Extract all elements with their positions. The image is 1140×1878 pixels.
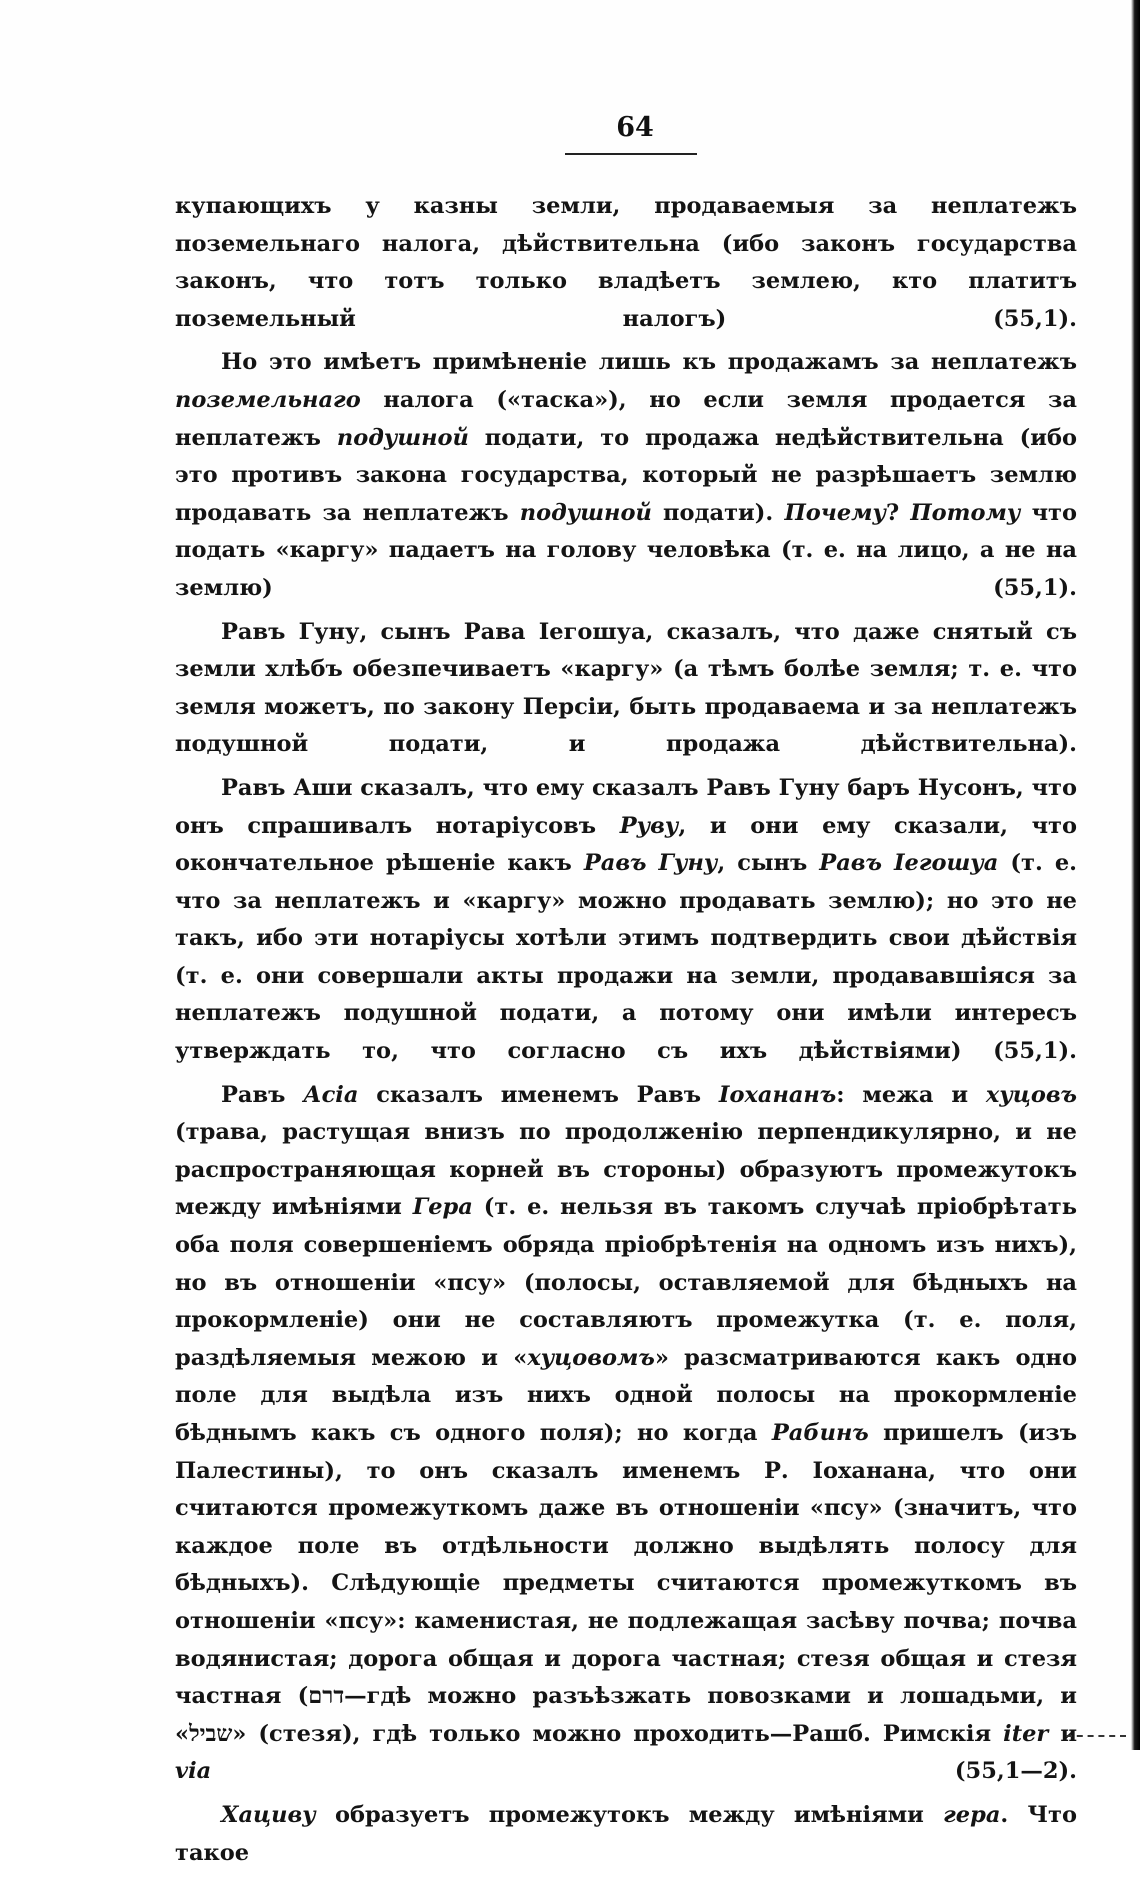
page-number: 64	[616, 112, 654, 143]
paragraph-6	[175, 1797, 1077, 1872]
italic-term: подушной	[336, 424, 469, 451]
italic-term: Руву	[619, 812, 679, 839]
italic-term: Іохананъ	[718, 1081, 837, 1108]
paragraph-5	[175, 1077, 1077, 1791]
italic-term: Асіа	[303, 1081, 359, 1108]
scan-artifact	[1066, 1735, 1126, 1740]
page-number-rule	[565, 153, 697, 155]
hebrew-term: שביל	[189, 1720, 233, 1747]
text-run: Но это имѣетъ примѣненіе лишь къ продажамъ за неплатежъ	[221, 349, 1077, 376]
text-run: купающихъ у казны земли, продаваемыя за неплатежъ поземельнаго налога, дѣйствительна (ибо законъ государства законъ, что тотъ только владѣетъ землею, кто платитъ поземельный налогъ) (55,1).	[175, 193, 1077, 332]
text-run: образуетъ промежутокъ между имѣніями	[315, 1801, 944, 1828]
italic-term: Хациву	[221, 1801, 316, 1828]
text-run: (т. е. нельзя въ такомъ случаѣ пріобрѣтать оба поля совершеніемъ обряда пріобрѣтенія на одномъ изъ нихъ), но въ отношеніи «псу» (полосы, оставляемой для бѣдныхъ на прокормленіе) они не составляютъ промежутка (т. е. поля, раздѣляемыя межою и «	[175, 1194, 1077, 1371]
italic-term: хуцовомъ	[527, 1344, 655, 1371]
italic-term: Гера	[412, 1194, 473, 1221]
text-run: подати, то продажа недѣйствительна (ибо это противъ закона государства, который не разрѣшаетъ землю продавать за неплатежъ	[175, 424, 1077, 526]
text-run: , сынъ	[717, 850, 820, 877]
text-run: . Что такое	[175, 1801, 1077, 1866]
hebrew-term: דרם	[308, 1683, 345, 1710]
text-run: Равъ Аши сказалъ, что ему сказалъ Равъ Гуну баръ Нусонъ, что онъ спрашивалъ нотаріусовъ	[175, 774, 1077, 839]
italic-term: гера	[943, 1801, 1001, 1828]
page-edge-shadow	[1131, 0, 1140, 1750]
paragraph-1	[175, 188, 1077, 338]
italic-term: поземельнаго	[175, 386, 361, 413]
text-run: » (стезя), гдѣ только можно проходить—Рашб. Римскія	[232, 1720, 1004, 1747]
text-run: (55,1—2).	[211, 1758, 1077, 1785]
text-run: » разсматриваются какъ одно поле для выдѣла изъ нихъ одной полосы на прокормленіе бѣднымъ какъ съ одного поля); но когда	[175, 1344, 1077, 1446]
italic-term: Равъ Іегошуа	[819, 850, 999, 877]
text-run: подати).	[651, 499, 785, 526]
italic-term: Рабинъ	[771, 1420, 869, 1446]
paragraph-3	[175, 614, 1077, 764]
body-text	[175, 188, 1077, 1878]
text-run: ?	[885, 499, 911, 526]
paragraph-2	[175, 344, 1077, 607]
text-run: Равъ Гуну, сынъ Рава Іегошуа, сказалъ, что даже снятый съ земли хлѣбъ обезпечиваетъ «каргу» (а тѣмъ болѣе земля; т. е. что земля можетъ, по закону Персіи, быть продаваема и за неплатежъ подушной подати, и продажа дѣйствительна).	[175, 618, 1077, 758]
text-run: сказалъ именемъ Равъ	[358, 1081, 719, 1108]
italic-term: подушной	[519, 499, 652, 526]
text-run: (т. е. что за неплатежъ и «каргу» можно продавать землю); но это не такъ, ибо эти нотаріусы хотѣли этимъ подтвердить свои дѣйствія (т. е. они совершали акты продажи на земли, продававшіяся за неплатежъ подушной подати, а потому они имѣли интересъ утверждать то, что согласно съ ихъ дѣйствіями) (55,1).	[175, 850, 1077, 1065]
text-run: Равъ	[221, 1081, 304, 1108]
paragraph-4	[175, 770, 1077, 1071]
italic-term: Почему	[784, 499, 886, 526]
italic-term: via	[175, 1758, 212, 1785]
italic-term: Равъ Гуну	[583, 850, 718, 877]
text-run: —гдѣ можно разъѣзжать повозками и лошадьми, и «	[175, 1683, 1077, 1747]
text-run: , и они ему сказали, что окончательное рѣшеніе какъ	[175, 812, 1077, 877]
text-run: налога («таска»), но если земля продается за неплатежъ	[175, 386, 1077, 451]
text-run: что подать «каргу» падаетъ на голову человѣка (т. е. на лицо, а не на землю) (55,1).	[175, 499, 1077, 601]
italic-term: Потому	[910, 499, 1021, 526]
text-run: (трава, растущая внизъ по продолженію перпендикулярно, и не распространяющая корней въ стороны) образуютъ промежутокъ между имѣніями	[175, 1119, 1077, 1221]
text-run: пришелъ (изъ Палестины), то онъ сказалъ именемъ Р. Іоханана, что они считаются промежуткомъ даже въ отношеніи «псу» (значитъ, что каждое поле въ отдѣльности должно выдѣлять полосу для бѣдныхъ). Слѣдующіе предметы считаются промежуткомъ въ отношеніи «псу»: каменистая, не подлежащая засѣву почва; почва водянистая; дорога общая и дорога частная; стезя общая и стезя частная (	[175, 1420, 1077, 1710]
text-run: : межа и	[836, 1081, 986, 1108]
italic-term: хуцовъ	[985, 1081, 1077, 1108]
italic-term: iter	[1003, 1720, 1049, 1747]
text-run: и	[1048, 1720, 1078, 1747]
